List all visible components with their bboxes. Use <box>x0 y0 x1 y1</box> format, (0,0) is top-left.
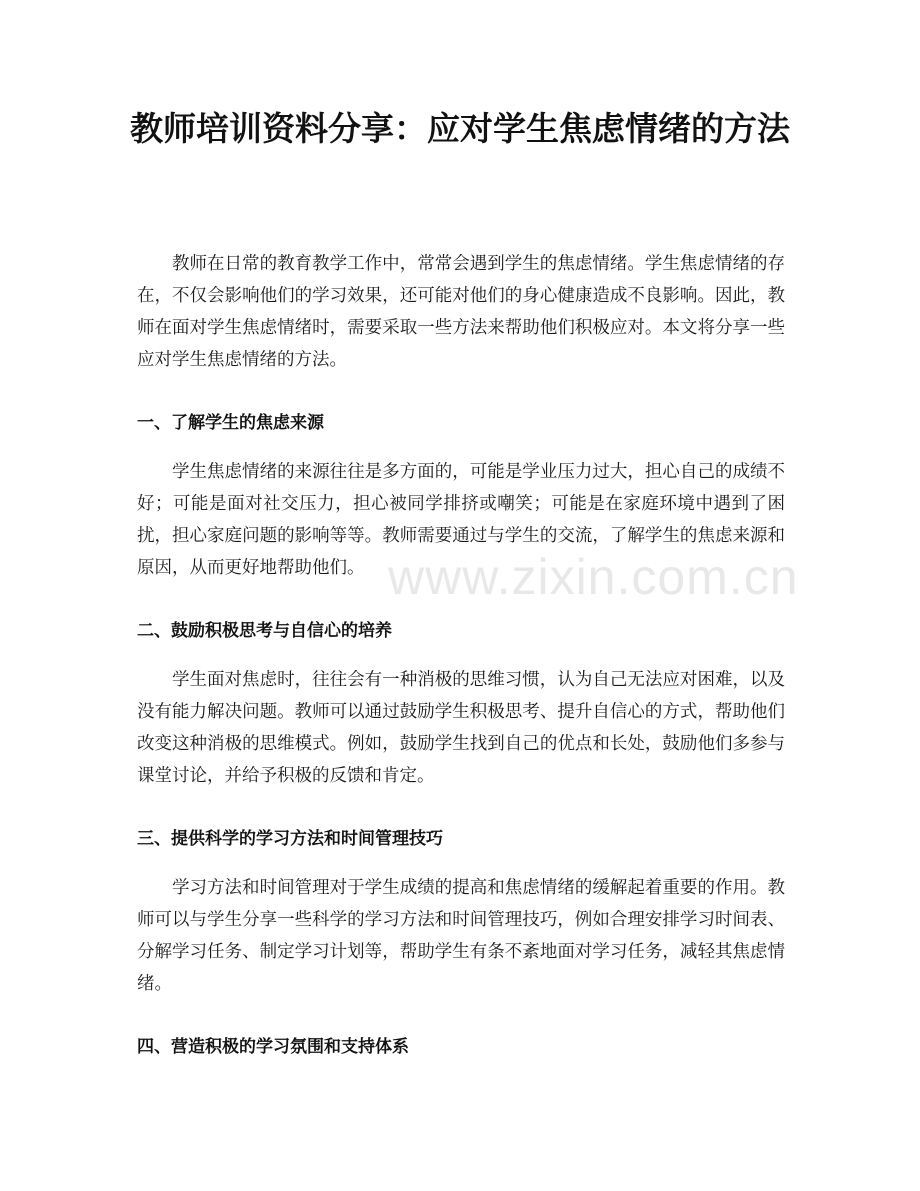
section-body-2: 学生面对焦虑时，往往会有一种消极的思维习惯，认为自己无法应对困难，以及没有能力解决问题。教师可以通过鼓励学生积极思考、提升自信心的方式，帮助他们改变这种消极的思维模式。例如，鼓励学生找到自己的优点和长处，鼓励他们多参与课堂讨论，并给予积极的反馈和肯定。 <box>137 670 785 786</box>
page-title: 教师培训资料分享：应对学生焦虑情绪的方法 <box>130 109 790 148</box>
intro-paragraph: 教师在日常的教育教学工作中，常常会遇到学生的焦虑情绪。学生焦虑情绪的存在，不仅会影响他们的学习效果，还可能对他们的身心健康造成不良影响。因此，教师在面对学生焦虑情绪时，需要采取一些方法来帮助他们积极应对。本文将分享一些应对学生焦虑情绪的方法。 <box>137 254 785 370</box>
section-body-1: 学生焦虑情绪的来源往往是多方面的，可能是学业压力过大，担心自己的成绩不好；可能是面对社交压力，担心被同学排挤或嘲笑；可能是在家庭环境中遇到了困扰，担心家庭问题的影响等等。教师需要通过与学生的交流，了解学生的焦虑来源和原因，从而更好地帮助他们。 <box>137 462 785 578</box>
watermark-text: www.zixin.com.cn <box>388 549 799 605</box>
section-heading-4: 四、营造积极的学习氛围和支持体系 <box>137 1037 409 1057</box>
section-heading-2: 二、鼓励积极思考与自信心的培养 <box>137 621 392 641</box>
section-heading-3: 三、提供科学的学习方法和时间管理技巧 <box>137 829 443 849</box>
section-heading-1: 一、了解学生的焦虑来源 <box>137 413 324 433</box>
section-body-3: 学习方法和时间管理对于学生成绩的提高和焦虑情绪的缓解起着重要的作用。教师可以与学生分享一些科学的学习方法和时间管理技巧，例如合理安排学习时间表、分解学习任务、制定学习计划等，帮助学生有条不紊地面对学习任务，减轻其焦虑情绪。 <box>137 878 785 994</box>
